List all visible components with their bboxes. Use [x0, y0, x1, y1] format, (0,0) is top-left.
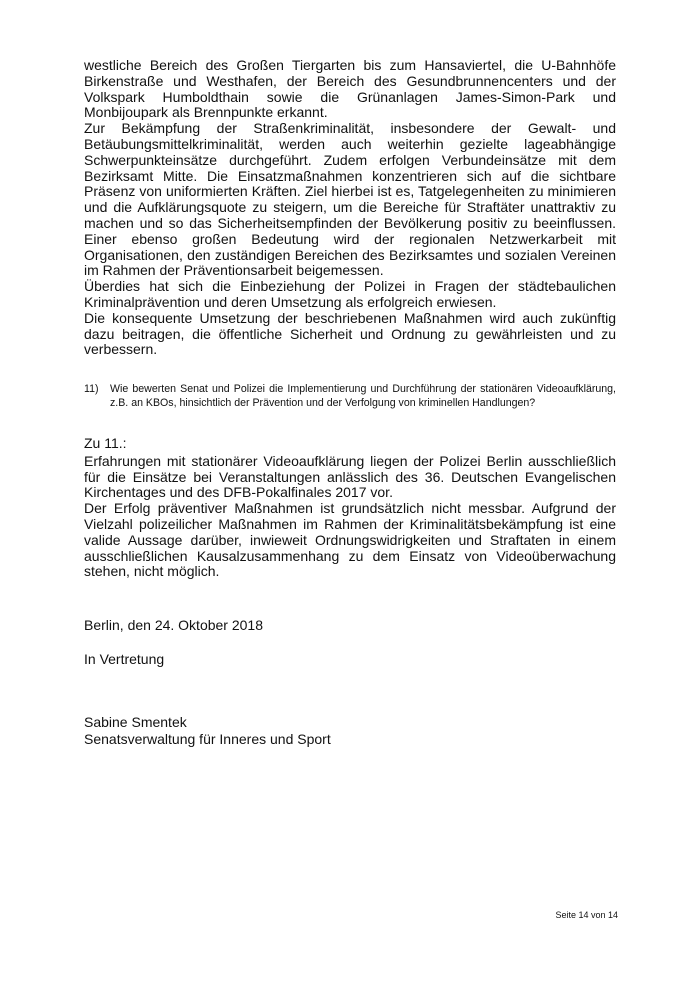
answer-block — [84, 436, 616, 580]
answer-paragraph-1: Erfahrungen mit stationärer Videoaufklärung liegen der Polizei Berlin ausschließlich für die Einsätze bei Veranstaltungen anlässlich des 36. Deutschen Evangelischen Kirchentages und des DFB-Pokalfinales 2017 vor. — [84, 452, 616, 501]
question-block — [84, 382, 616, 411]
body-paragraph-4: Die konsequente Umsetzung der beschriebenen Maßnahmen wird auch zukünftig dazu beitragen, die öffentliche Sicherheit und Ordnung zu gewährleisten und zu verbessern. — [84, 309, 616, 358]
answer-paragraph-2: Der Erfolg präventiver Maßnahmen ist grundsätzlich nicht messbar. Aufgrund der Vielzahl polizeilicher Maßnahmen im Rahmen der Kriminalitätsbekämpfung ist eine valide Aussage darüber, inwieweit Ordnungswidrigkeiten und Straftaten in einem ausschließlichen Kausalzusammenhang zu dem Einsatz von Videoüberwachung stehen, nicht möglich. — [84, 500, 616, 580]
signatory-name: Sabine Smentek — [84, 714, 187, 730]
question-number: 11) — [84, 383, 99, 395]
body-paragraph-3: Überdies hat sich die Einbeziehung der Polizei in Fragen der städtebaulichen Kriminalprävention und deren Umsetzung als erfolgreich erwiesen. — [84, 278, 616, 310]
answer-heading: Zu 11.: — [84, 435, 127, 451]
signatory-office: Senatsverwaltung für Inneres und Sport — [84, 731, 331, 747]
place-date: Berlin, den 24. Oktober 2018 — [84, 617, 264, 633]
body-text — [84, 58, 616, 358]
question-text: Wie bewerten Senat und Polizei die Implementierung und Durchführung der stationären Videoaufklärung, z.B. an KBOs, hinsichtlich der Prävention und der Verfolgung von kriminellen Handlungen? — [110, 383, 616, 410]
page-number: Seite 14 von 14 — [555, 910, 618, 920]
body-paragraph-1: westliche Bereich des Großen Tiergarten bis zum Hansaviertel, die U-Bahnhöfe Birkenstraße und Westhafen, der Bereich des Gesundbrunnencenters und der Volkspark Humboldthain sowie die Grünanlagen James-Simon-Park und Monbijoupark als Brennpunkte erkannt. — [84, 57, 616, 121]
representation-note: In Vertretung — [84, 651, 165, 667]
body-paragraph-2: Zur Bekämpfung der Straßenkriminalität, insbesondere der Gewalt- und Betäubungsmittelkriminalität, werden auch weiterhin gezielte lageabhängige Schwerpunkteinsätze durchgeführt. Zudem erfolgen Verbundeinsätze mit dem Bezirksamt Mitte. Die Einsatzmaßnahmen konzentrieren sich auf die sichtbare Präsenz von uniformierten Kräften. Ziel hierbei ist es, Tatgelegenheiten zu minimieren und die Aufklärungsquote zu steigern, um die Bereiche für Straftäter unattraktiv zu machen und so das Sicherheitsempfinden der Bevölkerung positiv zu beeinflussen. Einer ebenso großen Bedeutung wird der regionalen Netzwerkarbeit mit Organisationen, den zuständigen Bereichen des Bezirksamtes und sozialen Vereinen im Rahmen der Präventionsarbeit beigemessen. — [84, 120, 616, 279]
